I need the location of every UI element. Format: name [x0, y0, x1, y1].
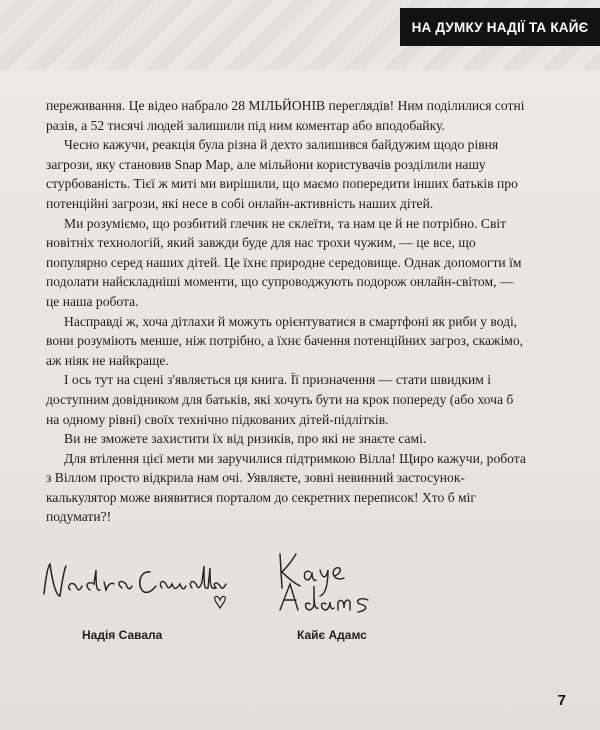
paragraph: Чесно кажучи, реакція була різна й дехто залишився байдужим щодо рівня загрози, яку становив Snap Map, але мільйони користувачів розділили нашу стурбованість. Тієї ж миті ми вирішили, що маємо попередити інших батьків про потенційні загрози, які несе в собі онлайн-активність наших дітей. [46, 137, 518, 211]
chapter-title: НА ДУМКУ НАДІЇ ТА КАЙЄ [411, 19, 589, 35]
paragraph: І ось тут на сцені з'являється ця книга. Її призначення — стати швидким і доступним довідником для батьків, які хочуть бути на крок попереду (або хоча б на одному рівні) своїх технічно підкованих дітей-підлітків. [46, 372, 514, 427]
chapter-header [400, 8, 600, 46]
signature-name-kaye: Кайє Адамс [297, 628, 367, 642]
paragraph: переживання. Це відео набрало 28 МІЛЬЙОНІВ переглядів! Ним поділилися сотні разів, а 52 тисячі людей залишили під ним коментар або вподобайку. [46, 98, 525, 133]
signature-nadia [40, 556, 240, 616]
signature-name-nadia: Надія Савала [82, 628, 163, 642]
paragraph: Ми розуміємо, що розбитий глечик не склеїти, та нам це й не потрібно. Світ новітніх технологій, який завжди буде для нас трохи чужим, — це все, що популярно серед наших дітей. Це їхнє природне середовище. Однак допомогти їм подолати найскладніші моменти, що супроводжують подорож онлайн-світом, — це наша робота. [46, 215, 522, 309]
paragraph: Насправді ж, хоча дітлахи й можуть орієнтуватися в смартфоні як риби у воді, вони розуміють менше, ніж потрібно, а їхнє бачення потенційних загроз, скажімо, аж ніяк не найкраще. [46, 313, 524, 368]
signature-kaye [272, 548, 392, 618]
body-text [46, 96, 530, 527]
paragraph: Для втілення цієї мети ми заручилися підтримкою Вілла! Щиро кажучи, робота з Віллом просто відкрила нам очі. Уявляєте, зовні невинний застосунок-калькулятор може виявитися порталом до секретних переписок! Хто б міг подумати?! [46, 450, 526, 525]
paragraph: Ви не зможете захистити їх від ризиків, про які не знаєте самі. [64, 431, 427, 447]
page-number: 7 [557, 692, 566, 709]
